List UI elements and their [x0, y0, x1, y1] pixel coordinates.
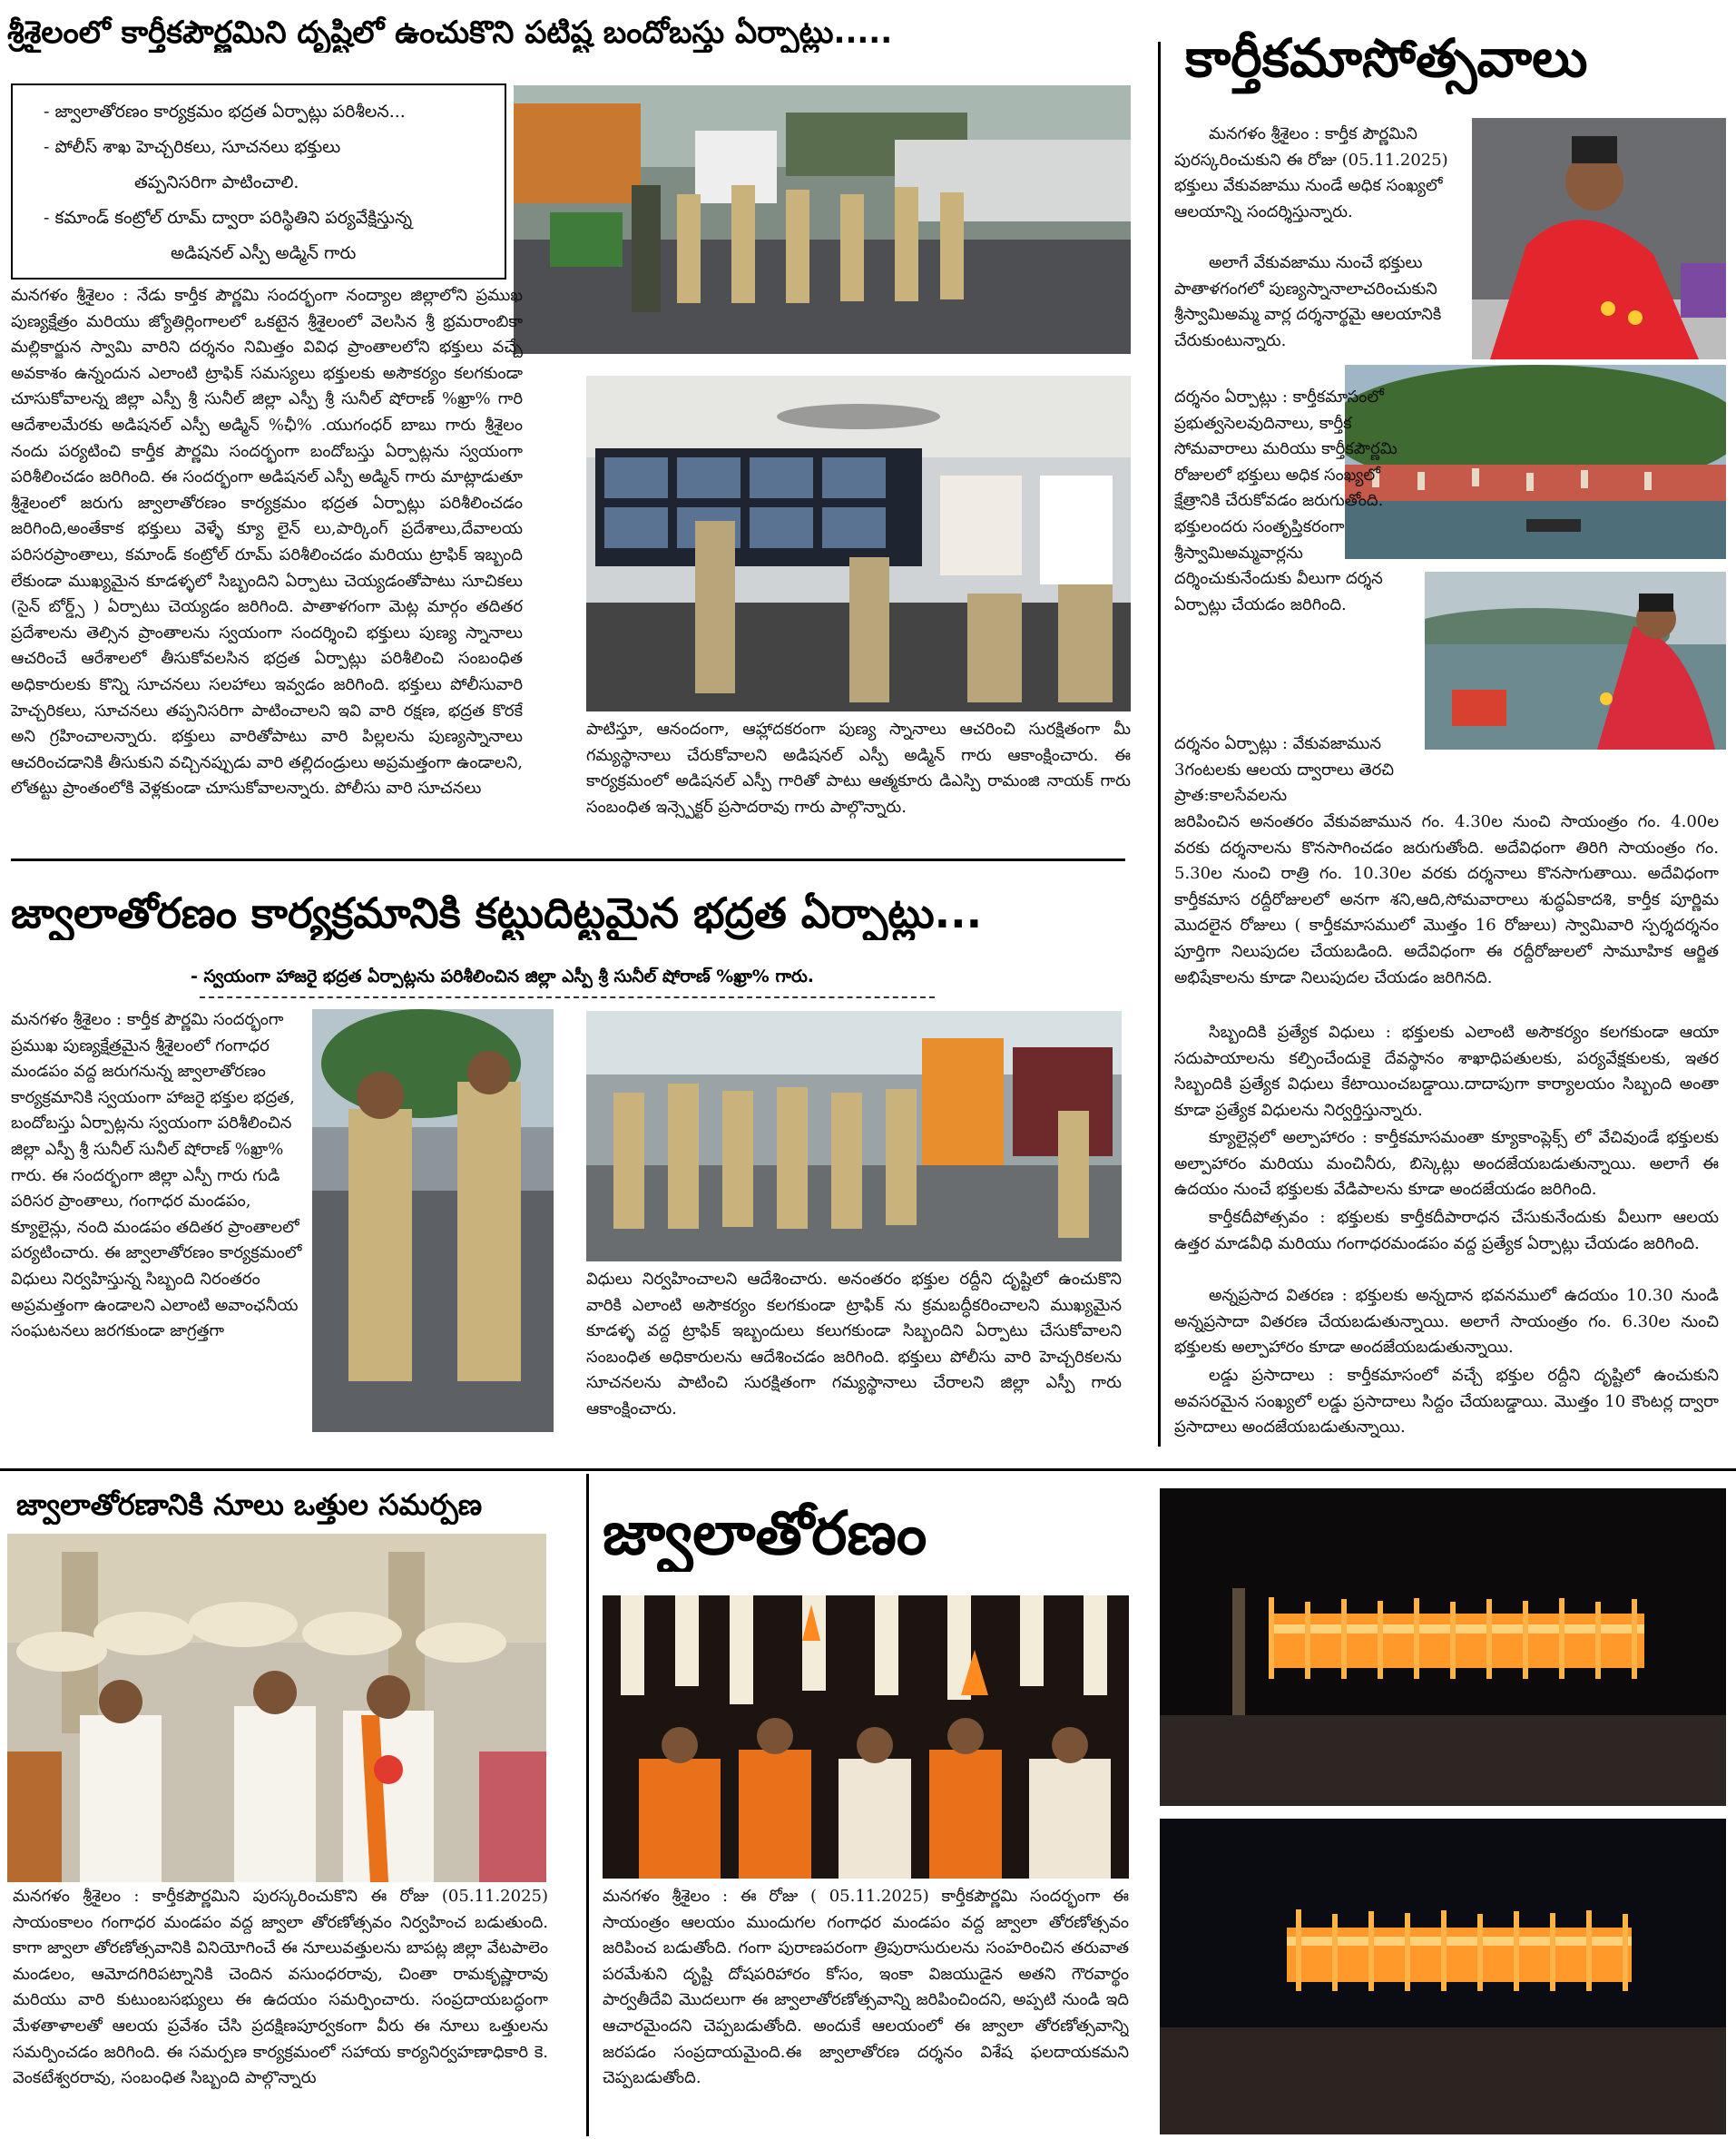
devotee-lamp-photo	[1472, 118, 1726, 359]
kartika-intro	[1174, 122, 1466, 243]
jwala-headline: జ్వాలాతోరణం	[603, 1498, 927, 1568]
command-control-room-photo	[586, 376, 1131, 711]
kartika-darshan1: దర్శనం ఏర్పాట్లు : కార్తీకమాసంలో ప్రభుత్వసెలవుదినాలు, కార్తీక సోమవారాలు మరియు కార్తీకపౌర్ణమి రోజులలో భక్తులు అధిక సంఖ్యలో క్షేత్రానికి చేరుకోవడం జరుగుతోంది. భక్తులందరు సంతృప్తికరంగా శ్రీస్వామిఅమ్మవార్లను దర్శించుకునేందుకు వీలుగా దర్శన ఏర్పాట్లు చేయడం జరిగింది.	[1174, 388, 1398, 614]
kartika-staff-text: సిబ్బందికి ప్రత్యేక విధులు : భక్తులకు ఎలాంటి అసౌకర్యం కలగకుండా ఆయా సదుపాయాలను కల్పించేందుకై దేవస్థానం శాఖాధిపతులకు, పర్యవేక్షకులకు, ఇతర సిబ్బందికి ప్రత్యేక విధులు కేటాయించబడ్డాయి.దాదాపుగా కార్యాలయం సిబ్బంది అంతా కూడా ప్రత్యేక విధులను నిర్వర్తిస్తున్నారు.	[1174, 1023, 1719, 1120]
divider-bottom	[0, 1468, 1736, 1471]
highlight-3: తప్పనిసరిగా పాటించాలి.	[134, 172, 299, 192]
jwala-article-body: మనగళం శ్రీశైలం : ఈ రోజు ( 05.11.2025) కార్తీకపౌర్ణమి సందర్భంగా ఈ సాయంత్రం ఆలయం ముందుగల గంగాధర మండపం వద్ద జ్వాలా తోరణోత్సవం జరిపించ బడుతోంది. గంగా పురాణపరంగా త్రిపురాసురులను సంహరించిన తరువాత పరమేశుని దృష్టి దోషపరిహారం కోసం, ఇంకా విజయుడైన అతని గౌరవార్థం పార్వతీదేవి మొదలుగా ఈ జ్వాలాతోరణోత్సవాన్ని జరిపించిందని, అప్పటి నుండి ఇది ఆచారమైందని చెప్పబడుతోంది. అందుకే ఆలయంలో ఈ జ్వాలా తోరణోత్సవాన్ని జరపడం సంప్రదాయమైంది.ఈ జ్వాలాతోరణ దర్శనం విశేష ఫలదాయకమని చెప్పబడుతోంది.	[603, 1887, 1129, 2088]
main-headline: శ్రీశైలంలో కార్తీకపౌర్ణమిని దృష్టిలో ఉంచుకొని పటిష్ట బందోబస్తు ఏర్పాట్లు.....	[7, 15, 893, 51]
cotton-wick-offering-photo	[7, 1534, 546, 1882]
second-article-body-cont: విధులు నిర్వహించాలని ఆదేశించారు. అనంతరం భక్తుల రద్దీని దృష్టిలో ఉంచుకొని వారికి ఎలాంటి అసౌకర్యం కలగకుండా ట్రాఫిక్ ను క్రమబద్ధీకరించాలని ముఖ్యమైన కూడళ్ళ వద్ద ట్రాఫిక్ ఇబ్బందులు కలుగకుండా సిబ్బందిని ఏర్పాటు చేసుకోవాలని సంబంధిత అధికారులను ఆదేశించడం జరిగింది. భక్తులు పోలీసు వారి హెచ్చరికలను సూచనలను పాటించి సురక్షితంగా గమ్యస్థానాలు చేరాలని జిల్లా ఎస్పీ గారు ఆకాంక్షించారు.	[586, 1270, 1122, 1418]
jwala-night-photo-2	[1160, 1819, 1726, 2134]
kartika-queue	[1174, 1125, 1719, 1205]
kartika-darshan2-rest: జరిపించిన అనంతరం వేకువజామున గం. 4.30ల నుంచి సాయంత్రం గం. 4.00ల వరకు దర్శనాలను కొనసాగించడం జరుగుతోంది. అదేవిధంగా తిరిగి సాయంత్రం గం. 5.30ల నుంచి రాత్రి గం. 10.30ల వరకు దర్శనాలు కొనసాగుతాయి. అదేవిధంగా కార్తీకమాస రద్దీరోజులలో అనగా శని,ఆది,సోమవారాలు శుద్ధఏకాదశి, కార్తీక పూర్ణిమ మొదలైన రోజులు ( కార్తీకమాసములో మొత్తం 16 రోజులు) స్వామివారి స్పర్శదర్శనం పూర్తిగా నిలుపుదల చేయబడింది. అదేవిధంగా ఈ రద్దీరోజులలో సామూహిక ఆర్జిత అభిషేకాలను కూడా నిలుపుదల చేయడం జరిగినది.	[1174, 812, 1719, 987]
highlight-4: - కమాండ్ కంట్రోల్ రూమ్ ద్వారా పరిస్థితిని పర్యవేక్షిస్తున్న	[44, 208, 413, 228]
divider-main-second	[11, 859, 1125, 861]
divider-bottom-left	[586, 1474, 589, 2136]
highlights-box	[11, 83, 506, 280]
second-headline: జ్వాలాతోరణం కార్యక్రమానికి కట్టుదిట్టమైన భద్రత ఏర్పాట్లు...	[11, 888, 983, 937]
kartika-headline: కార్తీకమాసోత్సవాలు	[1185, 27, 1588, 89]
divider-right-column	[1158, 42, 1161, 1447]
kartika-queue-text: క్యూలైన్లలో అల్పాహారం : కార్తీకమాసమంతా క్యూకాంప్లెక్స్ లో వేచివుండే భక్తులకు అల్పాహారం మరియు మంచినీరు, బిస్కెట్లు అందజేయబడుతున్నాయి. అలాగే ఈ ఉదయం నుంచే భక్తులకు వేడిపాలను కూడా అందజేయడం జరిగింది.	[1174, 1128, 1719, 1200]
kartika-para2	[1174, 250, 1466, 383]
kartika-intro-text: మనగళం శ్రీశైలం : కార్తీక పౌర్ణమిని పురస్కరించుకుని ఈ రోజు (05.11.2025) భక్తులు వేకువజాము నుండే అధిక సంఖ్యలో ఆలయాన్ని సందర్శిస్తున్నారు.	[1174, 124, 1448, 221]
sp-inspection-photo-1	[312, 1009, 554, 1432]
kartika-staff	[1174, 1020, 1719, 1125]
subheadline-dashes	[200, 996, 935, 998]
kartika-deepa	[1174, 1205, 1719, 1283]
main-article-body-cont: పాటిస్తూ, ఆనందంగా, ఆహ్లాదకరంగా పుణ్య స్నానాలు ఆచరించి సురక్షితంగా మీ గమ్యస్థానాలు చేరుకోవాలని అడిషనల్ ఎస్పీ అడ్మిన్ గారు ఆకాంక్షించారు. ఈ కార్యక్రమంలో అడిషనల్ ఎస్పీ గారితో పాటు ఆత్మకూరు డిఎస్పి రామంజి నాయక్ గారు సంబంధిత ఇన్స్పెక్టర్ ప్రసాదరావు గారు పాల్గొన్నారు.	[586, 720, 1131, 817]
kartika-darshan2-head: దర్శనం ఏర్పాట్లు : వేకువజామున 3గంటలకు ఆలయ ద్వారాలు తెరచి ప్రాత:కాలసేవలను	[1174, 734, 1395, 806]
kartika-laddu	[1174, 1363, 1719, 1443]
cotton-headline: జ్వాలాతోరణానికి నూలు ఒత్తుల సమర్పణ	[16, 1487, 483, 1522]
river-devotee-photo	[1425, 572, 1726, 750]
sp-inspection-photo-2	[586, 1011, 1122, 1261]
second-article-body: మనగళం శ్రీశైలం : కార్తీక పౌర్ణమి సందర్భంగా ప్రముఖ పుణ్యక్షేత్రమైన శ్రీశైలంలో గంగాధర మండపం వద్ద జరుగనున్న జ్వాలాతోరణం కార్యక్రమానికి స్వయంగా హాజరై భక్తుల భద్రత, బందోబస్తు ఏర్పాట్లను స్వయంగా పరిశీలించిన జిల్లా ఎస్పీ శ్రీ సునీల్ సునీల్ షోరాణ్ %ఖ్రా% గారు. ఈ సందర్భంగా జిల్లా ఎస్పీ గారు గుడి పరిసర ప్రాంతాలు, గంగాధర మండపం, క్యూలైన్లు, నంది మండపం తదితర ప్రాంతాలలో పర్యటించారు. ఈ జ్వాలాతోరణం కార్యక్రమంలో విధులు నిర్వహిస్తున్న సిబ్బంది నిరంతరం అప్రమత్తంగా ఉండాలని ఎలాంటి అవాంఛనీయ సంఘటనలు జరగకుండా జాగ్రత్తగా	[11, 1010, 302, 1341]
police-inspection-photo	[514, 85, 1131, 354]
highlight-5: అడిషనల్ ఎస్పీ అడ్మిన్ గారు	[171, 243, 357, 263]
highlight-1: - జ్వాలాతోరణం కార్యక్రమం భద్రత ఏర్పాట్లు పరిశీలన...	[44, 102, 406, 122]
kartika-anna	[1174, 1283, 1719, 1363]
kartika-anna-text: అన్నప్రసాద వితరణ : భక్తులకు అన్నదాన భవనములో ఉదయం 10.30 నుండి అన్నప్రసాదా వితరణ చేయబడుతున్నాయి. అలాగే సాయంత్రం గం. 6.30ల నుంచి భక్తులకు అల్పాహారం కూడా అందజేయబడుతున్నాయి.	[1174, 1286, 1719, 1358]
kartika-deepa-text: కార్తీకదీపోత్సవం : భక్తులకు కార్తీకదీపారాధన చేసుకునేందుకు వీలుగా ఆలయ ఉత్తర మాడవీధి మరియు గంగాధరమండపం వద్ద ప్రత్యేక ఏర్పాట్లు చేయడం జరిగింది.	[1174, 1208, 1719, 1253]
jwala-ceremony-photo	[603, 1595, 1129, 1879]
kartika-laddu-text: లడ్డు ప్రసాదాలు : కార్తీకమాసంలో వచ్చే భక్తుల రద్దీని దృష్టిలో ఉంచుకుని అవసరమైన సంఖ్యలో లడ్డు ప్రసాదాలు సిద్దం చేయబడ్డాయి. మొత్తం 10 కౌంటర్ల ద్వారా ప్రసాదాలు అందజేయబడుతున్నాయి.	[1174, 1366, 1719, 1437]
kartika-para2-text: అలాగే వేకువజాము నుంచే భక్తులు పాతాళగంగలో పుణ్యస్నానాలాచరించుకుని శ్రీస్వామిఅమ్మ వార్ల దర్శనార్థమై ఆలయానికి చేరుకుంటున్నారు.	[1174, 253, 1442, 350]
cotton-article-body: మనగళం శ్రీశైలం : కార్తీకపౌర్ణమిని పురస్కరించుకొని ఈ రోజు (05.11.2025) సాయంకాలం గంగాధర మండపం వద్ద జ్వాలా తోరణోత్సవం నిర్వహించ బడుతుంది. కాగా జ్వాలా తోరణోత్సవానికి వినియోగించే ఈ నూలువత్తులను బాపట్ల జిల్లా వేటపాలెం మండలం, ఆమోదగిరిపట్నానికి చెందిన వసుంధరరావు, చింతా రామకృష్ణారావు మరియు వారి కుటుంబసభ్యులు ఈ ఉదయం సమర్పించారు. సంప్రదాయబద్ధంగా మేళతాళాలతో ఆలయ ప్రవేశం చేసి ప్రదక్షిణపూర్వకంగా వీరు ఈ నూలు ఒత్తులను సమర్పించడం జరిగింది. ఈ సమర్పణ కార్యక్రమంలో సహాయ కార్యనిర్వహణాధికారి కె. వెంకటేశ్వరరావు, సంబంధిత సిబ్బంది పాల్గొన్నారు	[13, 1887, 548, 2088]
second-subheadline: - స్వయంగా హాజరై భద్రత ఏర్పాట్లను పరిశీలించిన జిల్లా ఎస్పీ శ్రీ సునీల్ షోరాణ్ %ఖ్రా% గారు.	[191, 966, 815, 986]
jwala-night-photo-1	[1160, 1488, 1726, 1806]
highlight-2: - పోలీస్ శాఖ హెచ్చరికలు, సూచనలు భక్తులు	[44, 137, 341, 157]
main-article-body: మనగళం శ్రీశైలం : నేడు కార్తీక పౌర్ణమి సందర్భంగా నంద్యాల జిల్లాలోని ప్రముఖ పుణ్యక్షేత్రం మరియు జ్యోతిర్లింగాలలో ఒకటైన శ్రీశైలంలో వెలసిన శ్రీ భ్రమరాంబికా మల్లికార్జున స్వామి వారిని దర్శనం నిమిత్తం వివిధ ప్రాంతాలలోని భక్తులు వచ్చే అవకాశం ఉన్నందున ఎలాంటి ట్రాఫిక్ సమస్యలు భక్తులకు అసౌకర్యం కలగకుండా చూసుకోవాలన్న జిల్లా ఎస్పీ శ్రీ సునీల్ జిల్లా ఎస్పీ శ్రీ సునీల్ షోరాణ్ %ఖ్రా% గారి ఆదేశాలమేరకు అడిషనల్ ఎస్పీ అడ్మిన్ %ఛీ% .యుగంధర్ బాబు గారు శ్రీశైలం నందు పర్యటించి కార్తీక పౌర్ణమి సందర్భంగా బందోబస్తు ఏర్పాట్లను స్వయంగా పరిశీలించడం జరిగింది. ఈ సందర్భంగా అడిషనల్ ఎస్పీ అడ్మిన్ గారు మాట్లాడుతూ శ్రీశైలంలో జరుగు జ్వాలాతోరణం కార్యక్రమం భద్రత ఏర్పాట్లు పరిశీలించడం జరిగింది,అంతేకాక భక్తులు వెళ్ళే క్యూ లైన్ లు,పార్కింగ్ ప్రదేశాలు,దేవాలయ పరిసరప్రాంతాలు, కమాండ్ కంట్రోల్ రూమ్ పరిశీలించడం మరియు ట్రాఫిక్ ఇబ్బంది లేకుండా ముఖ్యమైన కూడళ్ళలో సిబ్బందిని ఏర్పాటు చెయ్యడంతోపాటు సూచికలు (సైన్ బోర్డ్స్ ) ఏర్పాటు చెయ్యడం జరిగింది. పాతాళగంగా మెట్ల మార్గం తదితర ప్రదేశాలను తెల్సిన ప్రాంతాలను స్వయంగా సందర్శించి భక్తులు పుణ్య స్నానాలు ఆచరించే ఆరేశాలలో తీసుకోవలసిన భద్రత ఏర్పాట్లు పరిశీలించి సంబంధిత అధికారులకు కొన్ని సూచనలు సలహాలు ఇవ్వడం జరిగింది. భక్తులు పోలీసువారి హెచ్చరికలు, సూచనలు తప్పనిసరిగా పాటించాలని ఇవి వారి రక్షణ, భద్రత కొరకే అని గ్రహించాలన్నారు. భక్తులు వారితోపాటు వారి పిల్లలను పుణ్యస్నానాలు ఆచరించడానికి తీసుకుని వచ్చినప్పుడు వారి తల్లిదండ్రులు అప్రమత్తంగా ఉండాలని, లోతట్టు ప్రాంతంలోకి వెళ్లకుండా చూసుకోవాలన్నారు. పోలీసు వారి సూచనలు	[11, 286, 523, 799]
